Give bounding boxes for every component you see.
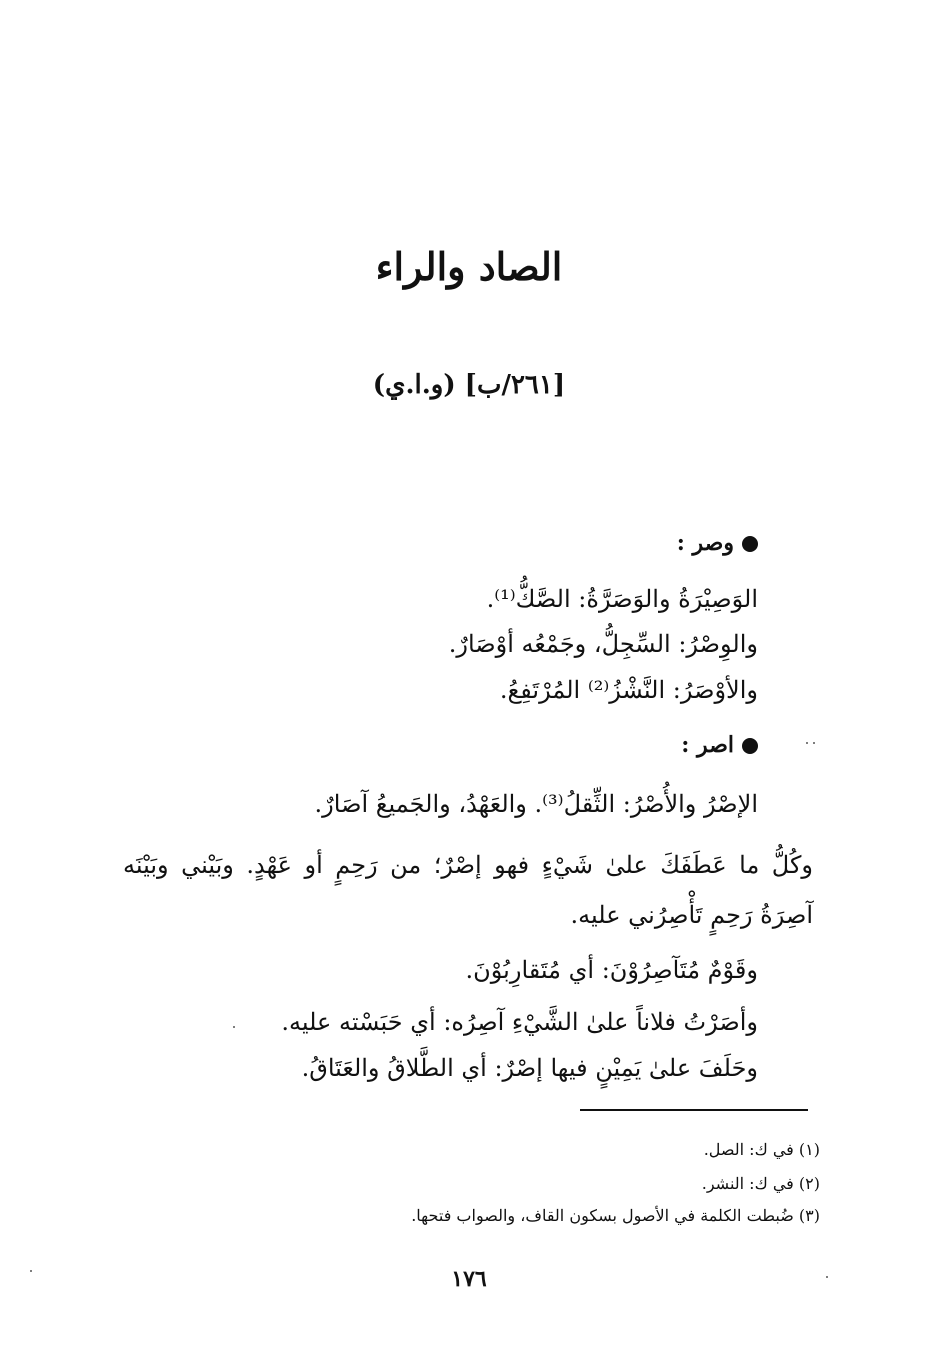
footnote: (١) في ك: الصل. — [703, 1140, 820, 1159]
entry-line: وقَوْمٌ مُتَآصِرُوْنَ: أي مُتَقارِبُوْنَ. — [465, 956, 758, 984]
scan-speck — [233, 1026, 235, 1028]
bullet-icon — [742, 536, 758, 552]
root-heading-wsr — [677, 530, 758, 556]
bullet-icon — [742, 738, 758, 754]
scan-speck — [30, 1270, 32, 1272]
root-heading-asr — [681, 732, 758, 758]
entry-line: وأصَرْتُ فلاناً علىٰ الشَّيْءِ آصِرُه: أي حَبَسْته عليه. — [281, 1008, 758, 1036]
root-label: وصر : — [676, 530, 734, 556]
page-number: ١٧٦ — [451, 1266, 487, 1292]
entry-line: الإصْرُ والأُصْرُ: الثِّقلُ⁽³⁾. والعَهْدُ، والجَميعُ آصَارٌ. — [314, 790, 758, 818]
entry-line: والوِصْرُ: السِّجِلُّ، وجَمْعُه أوْصَارٌ. — [448, 630, 758, 658]
entry-line: وحَلَفَ علىٰ يَمِيْنٍ فيها إصْرٌ: أي الطَّلاقُ والعَتَاقُ. — [301, 1054, 758, 1082]
footnote-divider — [580, 1109, 808, 1111]
scan-speck — [813, 742, 815, 744]
entry-paragraph: وكُلُّ ما عَطَفَكَ علىٰ شَيْءٍ فهو إصْرٌ؛ من رَحِمٍ أو عَهْدٍ. وبَيْني وبَيْنَه آصِرَةُ رَحِمٍ تَأْصِرُني عليه. — [123, 851, 813, 929]
footnote: (٢) في ك: النشر. — [701, 1174, 820, 1193]
entry-line: والأوْصَرُ: النَّشْزُ⁽²⁾ المُرْتَفِعُ. — [499, 676, 758, 704]
manuscript-reference: [٢٦١/ب] (و.ا.ي) — [372, 370, 566, 400]
root-label: اصر : — [681, 732, 734, 758]
scan-speck — [806, 742, 808, 744]
chapter-title: الصاد والراء — [375, 244, 563, 289]
entry-line: الوَصِيْرَةُ والوَصَرَّةُ: الصَّكُّ⁽¹⁾. — [486, 585, 758, 613]
scan-speck — [826, 1276, 828, 1278]
footnote: (٣) ضُبطت الكلمة في الأصول بسكون القاف، والصواب فتحها. — [411, 1206, 820, 1225]
